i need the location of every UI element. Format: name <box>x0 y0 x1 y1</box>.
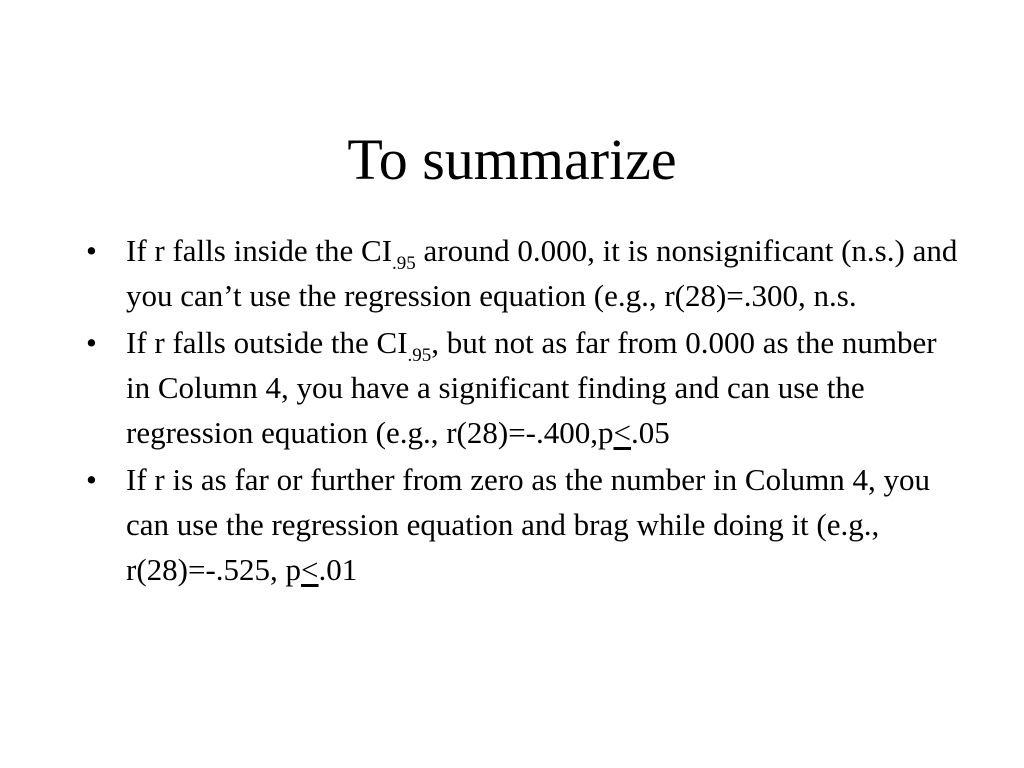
bullet-marker: • <box>86 233 97 268</box>
bullet-marker: • <box>86 325 97 360</box>
bullet-1-part1: If r falls inside the CI <box>126 233 393 268</box>
bullet-item-3 <box>86 457 966 592</box>
bullet-text-3 <box>126 462 930 587</box>
bullet-2-part2: , but not as far from 0.000 as the number in Column 4, you have a significant finding and can use the regression equation (e.g., r(28)=-.400,p <box>126 325 937 450</box>
bullet-marker: • <box>86 462 97 497</box>
bullet-2-subscript: .95 <box>407 345 432 366</box>
bullet-list <box>86 228 966 594</box>
bullet-3-part1: If r is as far or further from zero as the number in Column 4, you can use the regression equation and brag while doing it (e.g., r(28)=-.525, p <box>126 462 931 587</box>
bullet-1-subscript: .95 <box>392 253 416 274</box>
bullet-2-less-equal-symbol: < <box>613 415 631 450</box>
bullet-1-part2: around 0.000, it is nonsignificant (n.s.) and you can’t use the regression equation (e.g., r(28)=.300, n.s. <box>126 233 958 313</box>
bullet-text-2 <box>126 325 937 450</box>
bullet-item-1 <box>86 228 966 318</box>
slide-title: To summarize <box>347 127 677 192</box>
bullet-2-part3: .05 <box>631 415 670 450</box>
bullet-item-2 <box>86 320 966 455</box>
bullet-3-part2: .01 <box>318 552 358 587</box>
bullet-text-1 <box>126 233 957 313</box>
bullet-3-less-equal-symbol: < <box>301 552 319 587</box>
bullet-2-part1: If r falls outside the CI <box>126 325 408 360</box>
